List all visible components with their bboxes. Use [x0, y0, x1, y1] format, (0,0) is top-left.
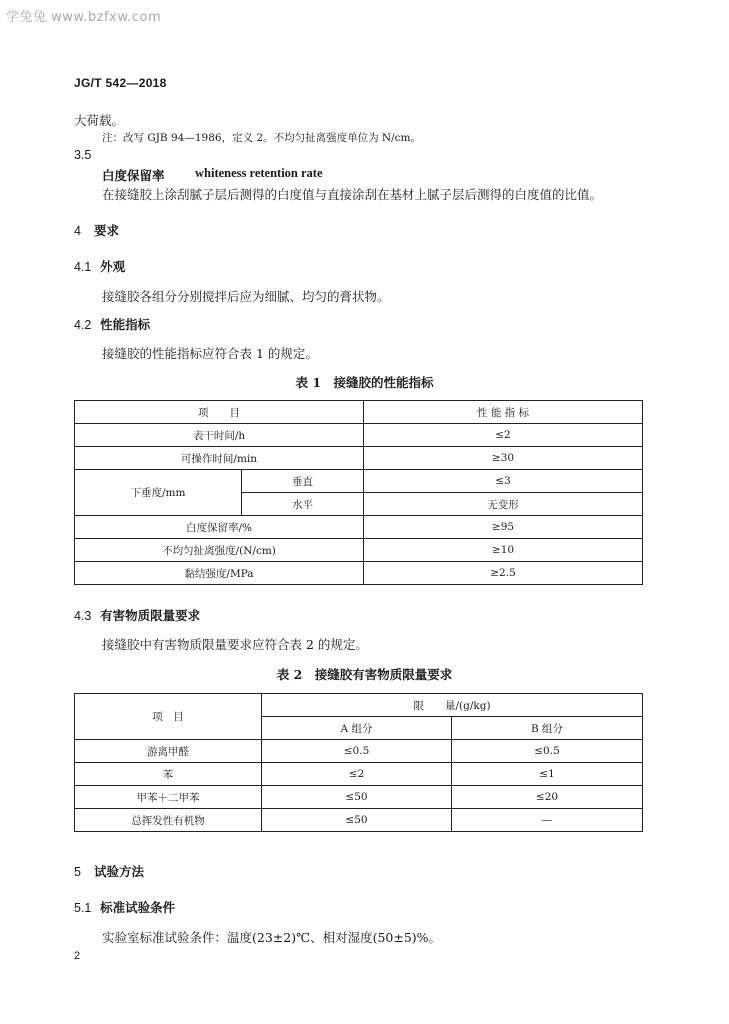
clause-4-3-text: 接缝胶中有害物质限量要求应符合表 2 的规定。 [102, 637, 368, 652]
table-1-item: 不均匀扯离强度/(N/cm) [75, 539, 364, 562]
table-row [75, 562, 643, 585]
table-1-col-value: 性 能 指 标 [364, 401, 643, 424]
table-1-sag-vertical-value: ≤3 [364, 470, 643, 493]
table-2-col-limit: 限 量/(g/kg) [262, 694, 643, 717]
table-row [75, 447, 643, 470]
watermark: 学兔兔 www.bzfxw.com [6, 10, 162, 25]
clause-3-5-term-en: whiteness retention rate [195, 166, 323, 180]
note-text: 注：改写 GJB 94—1986，定义 2。不均匀扯离强度单位为 N/cm。 [102, 132, 421, 144]
section-5-title: 试验方法 [94, 864, 145, 879]
clause-5-1-number: 5.1 [74, 901, 92, 915]
table-1-col-item: 项 目 [75, 401, 364, 424]
table-2 [74, 693, 643, 832]
table-2-a: ≤50 [262, 786, 452, 809]
table-2-item: 甲苯＋二甲苯 [75, 786, 262, 809]
table-2-caption: 表 2 接缝胶有害物质限量要求 [276, 667, 453, 682]
clause-4-1-title: 外观 [100, 259, 126, 274]
section-5-number: 5 [74, 865, 81, 879]
table-2-b: ≤1 [452, 763, 643, 786]
table-row [75, 786, 643, 809]
table-1-value: ≥10 [364, 539, 643, 562]
table-row [75, 470, 643, 493]
table-1-sag-item: 下垂度/mm [75, 470, 242, 516]
table-2-b: — [452, 809, 643, 832]
clause-4-2-number: 4.2 [74, 318, 92, 332]
clause-5-1-heading [74, 898, 175, 916]
table-row [75, 516, 643, 539]
clause-3-5-definition: 在接缝胶上涂刮腻子层后测得的白度值与直接涂刮在基材上腻子层后测得的白度值的比值。 [102, 187, 603, 202]
table-2-a: ≤50 [262, 809, 452, 832]
table-1-header-row [75, 401, 643, 424]
clause-3-5-number: 3.5 [74, 148, 92, 162]
table-1-value: ≥95 [364, 516, 643, 539]
table-2-header-row [75, 694, 643, 717]
table-2-item: 游离甲醛 [75, 740, 262, 763]
table-2-a: ≤2 [262, 763, 452, 786]
clause-4-1-text: 接缝胶各组分分别搅拌后应为细腻、均匀的膏状物。 [102, 289, 390, 304]
clause-4-2-title: 性能指标 [100, 317, 151, 332]
clause-4-3-title: 有害物质限量要求 [100, 608, 201, 623]
clause-4-2-heading [74, 315, 150, 333]
clause-4-2-text: 接缝胶的性能指标应符合表 1 的规定。 [102, 346, 318, 361]
clause-5-1-title: 标准试验条件 [100, 900, 176, 915]
table-1-sag-horizontal-value: 无变形 [364, 493, 643, 516]
standard-code: JG/T 542—2018 [74, 76, 167, 90]
section-4-title: 要求 [94, 223, 120, 238]
table-1-sag-vertical-label: 垂直 [242, 470, 364, 493]
table-2-b: ≤20 [452, 786, 643, 809]
table-2-b: ≤0.5 [452, 740, 643, 763]
table-row [75, 740, 643, 763]
table-row [75, 424, 643, 447]
table-1-item: 可操作时间/min [75, 447, 364, 470]
clause-4-3-number: 4.3 [74, 609, 92, 623]
table-row [75, 539, 643, 562]
section-4-heading [74, 221, 119, 239]
clause-4-1-heading [74, 257, 125, 275]
table-1-sag-horizontal-label: 水平 [242, 493, 364, 516]
clause-5-1-text: 实验室标准试验条件：温度(23±2)℃、相对湿度(50±5)%。 [102, 930, 442, 945]
clause-4-3-heading [74, 606, 200, 624]
table-1-value: ≥30 [364, 447, 643, 470]
table-2-col-a: A 组分 [262, 717, 452, 740]
section-5-heading [74, 862, 144, 880]
clause-4-1-number: 4.1 [74, 260, 92, 274]
table-row [75, 809, 643, 832]
table-1-item: 黏结强度/MPa [75, 562, 364, 585]
table-1-value: ≥2.5 [364, 562, 643, 585]
table-1-value: ≤2 [364, 424, 643, 447]
table-2-col-b: B 组分 [452, 717, 643, 740]
page-number: 2 [74, 950, 81, 962]
table-row [75, 763, 643, 786]
table-2-a: ≤0.5 [262, 740, 452, 763]
table-1-item: 白度保留率/% [75, 516, 364, 539]
table-1-item: 表干时间/h [75, 424, 364, 447]
table-2-item: 苯 [75, 763, 262, 786]
clause-3-5-term-cn: 白度保留率 [102, 168, 165, 183]
section-4-number: 4 [74, 224, 81, 238]
table-2-item: 总挥发性有机物 [75, 809, 262, 832]
continuation-text: 大荷载。 [74, 113, 125, 128]
table-2-col-item: 项 目 [75, 694, 262, 740]
table-1-caption: 表 1 接缝胶的性能指标 [295, 375, 434, 390]
table-1 [74, 400, 643, 585]
